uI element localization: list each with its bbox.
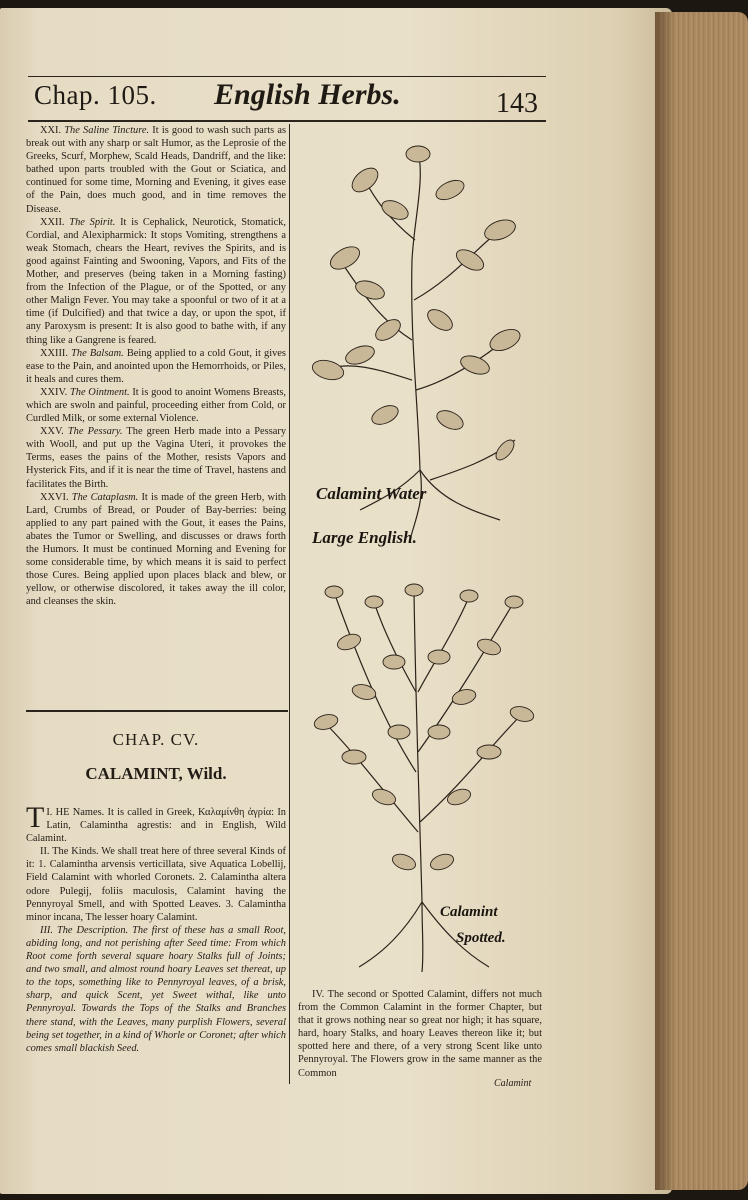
- header-rule-bottom: [28, 120, 546, 122]
- left-column-bottom-text: [26, 801, 286, 1055]
- catchword: Calamint: [494, 1078, 532, 1089]
- caption-calamint-water: Calamint Water: [316, 484, 427, 503]
- right-column-text: [298, 988, 542, 1080]
- caption-spotted: Spotted.: [456, 930, 506, 946]
- page-gutter-shadow: [655, 12, 675, 1190]
- paragraph-xxiv: XXIV. The Ointment. It is good to anoint Womens Breasts, which are swoln and painful, proceeding either from Cold, or Curdled Milk, or some external Violence.: [26, 386, 286, 425]
- paragraph-xxiii: XXIII. The Balsam. Being applied to a cold Gout, it gives ease to the Pain, and anointed upon the Hemorrhoids, or Piles, it heals and cures them.: [26, 347, 286, 385]
- chapter-separator-rule: [26, 710, 288, 712]
- column-divider: [289, 124, 290, 1084]
- paragraph-xxii: XXII. The Spirit. It is Cephalick, Neurotick, Stomatick, Cordial, and Alexipharmick: It stops Vomiting, strengthens a weak Stomach, chears the Heart, revives the Spirits, and is good against Fainting and Swooning, Vapors, and Fits of the Mother, and preserves (being taken in a Morning fasting) from the Infection of the Plague, or of the Spotted, or any other Malign Fever. You may take a spoonful or two of it at a time (if Dulcified) and that twice a day, or upon the spot, if any Paroxysm is present: It is also good to bathe with, if any thing like a Gangrene is feared.: [26, 216, 286, 346]
- chapter-number: Chap. 105.: [34, 80, 157, 110]
- caption-large-english: Large English.: [312, 528, 417, 547]
- paragraph-kinds: II. The Kinds. We shall treat here of three several Kinds of it: 1. Calamintha arvensis verticillata, sive Aquatica Lobellij, Field Calamint with whorled Coronets. 2. Calamintha altera odore Pulegij, foliis maculosis, Calamint having the Pennyroyal Smell, and with Spotted Leaves. 3. Calamintha minor incana, The lesser hoary Calamint.: [26, 846, 286, 923]
- left-column-text: [26, 124, 286, 608]
- paragraph-xxi: XXI. The Saline Tincture. It is good to wash such parts as break out with any sharp or salt Humor, as the Leprosie of the Greeks, Scurf, Morphew, Scald Heads, Dandriff, and the like: bathed upon parts troubled with the Gout or Sciatica, and continued for some time, Morning and Evening, it gives ease of the Pain, does much good, and in time removes the Disease.: [26, 125, 286, 215]
- chapter-heading: CHAP. CV.: [112, 730, 200, 749]
- calamint-spotted-illustration: [304, 572, 540, 976]
- page-title: English Herbs.: [214, 78, 401, 111]
- paragraph-iv: IV. The second or Spotted Calamint, differs not much from the Common Calamint in the former Chapter, but that it grows nothing near so great nor high; it has square, hard, hoary Stalks, and hoary Leaves thereon like it; but spotted here and there, of a very strong Scent like unto Pennyroyal. The Flowers grow in the same manner as the Common: [298, 989, 542, 1079]
- paragraph-xxv: XXV. The Pessary. The green Herb made into a Pessary with Wooll, and put up the Vagina Uteri, it provokes the Terms, eases the pains of the Mother, resists Vapors and Hysterick Fits, and if it is near the time of Travel, hastens and facilitates the Birth.: [26, 426, 287, 490]
- caption-calamint: Calamint: [440, 904, 498, 920]
- page-number: 143: [496, 88, 538, 119]
- paragraph-xxvi: XXVI. The Cataplasm. It is made of the green Herb, with Lard, Crumbs of Bread, or Pouder of Bay-berries: being applied to any part pained with the Gout, it eases the Pains, abates the Tumor or Swelling, and discusses or draws forth the Humors. It must be continued Morning and Evening for some considerable time, by which means it is said to perfect those Cures. Being applied upon places black and blew, or yellow, or otherwise discolored, it takes away the ill color, and cleanses the skin.: [26, 491, 286, 608]
- chapter-subheading: CALAMINT, Wild.: [85, 764, 227, 783]
- paragraph-names: T I. HE Names. It is called in Greek, Καλαμίνθη ἀγρία: In Latin, Calamintha agrestis: and in English, Wild Calamint.: [26, 801, 286, 845]
- drop-cap: T: [26, 801, 45, 834]
- paragraph-description: III. The Description. The first of these has a small Root, abiding long, and not perishing after Seed time: From which Root come forth several square hoary Stalks full of Joints; and two small, and almost round hoary Leaves set thereat, up to the tops, something like to Pennyroyal leaves, of a brisk, sharp, and quick Scent, yet Sweet withal, like unto Pennyroyal. Towards the Tops of the Stalks and Branches there stand, with the Leaves, many purplish Flowers, several being set together, in a kind of Whorle or Coronet; after which comes small blackish Seed.: [26, 924, 286, 1054]
- header-rule-top: [28, 76, 546, 77]
